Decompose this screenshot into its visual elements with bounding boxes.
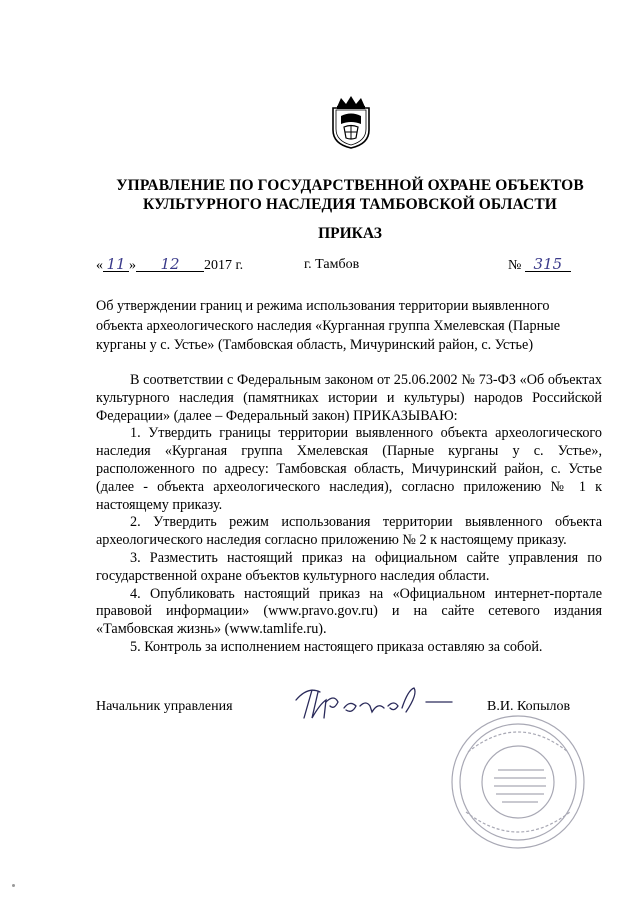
- signatory-position: Начальник управления: [96, 699, 233, 714]
- order-city: г. Тамбов: [304, 257, 360, 272]
- date-year: 2017 г.: [204, 258, 244, 273]
- document-type-title: ПРИКАЗ: [318, 225, 382, 242]
- date-day: 11: [103, 257, 129, 272]
- order-body: [96, 372, 602, 657]
- subject-line-3: курганы у с. Устье» (Тамбовская область, Мичуринский район, с. Устье): [96, 337, 534, 353]
- handwritten-signature: [290, 678, 460, 726]
- organization-line-2: КУЛЬТУРНОГО НАСЛЕДИЯ ТАМБОВСКОЙ ОБЛАСТИ: [143, 196, 557, 213]
- order-subject: [96, 297, 560, 356]
- item-3-paragraph: 3. Разместить настоящий приказ на официальном сайте управления по государственной охране объектов культурного наследия области.: [96, 549, 602, 584]
- official-seal: [448, 712, 588, 852]
- scan-speck: [12, 884, 15, 887]
- preamble-paragraph: В соответствии с Федеральным законом от 25.06.2002 № 73-ФЗ «Об объектах культурного наследия (памятниках истории и культуры) народов Российской Федерации» (далее – Федеральный закон) ПРИКАЗЫВАЮ:: [96, 372, 602, 424]
- organization-heading: [60, 176, 640, 214]
- number-label: №: [508, 258, 522, 273]
- item-1-paragraph: 1. Утвердить границы территории выявленного объекта археологического наследия «Курганая группа Хмелевская (Парные курганы у с. Устье», расположенного по адресу: Тамбовская область, Мичуринский район, с. Устье (далее - объекта археологического наследия), согласно приложению № 1 к настоящему приказу.: [96, 425, 602, 513]
- coat-of-arms-emblem: [327, 94, 375, 150]
- date-quote-close: »: [129, 258, 136, 273]
- item-4-paragraph: 4. Опубликовать настоящий приказ на «Официальном интернет-портале правовой информации» (www.pravo.gov.ru) и на сайте сетевого издания «Тамбовская жизнь» (www.tamlife.ru).: [96, 585, 602, 638]
- signatory-name: В.И. Копылов: [487, 699, 571, 714]
- order-date: [96, 257, 243, 274]
- subject-line-2: объекта археологического наследия «Курганная группа Хмелевская (Парные: [96, 317, 560, 334]
- date-month: 12: [136, 257, 204, 272]
- number-value: 315: [525, 257, 571, 272]
- item-2-paragraph: 2. Утвердить режим использования территории выявленного объекта археологического наследия согласно приложению № 2 к настоящему приказу.: [96, 514, 602, 549]
- date-quote-open: «: [96, 258, 103, 273]
- order-number: [508, 257, 571, 274]
- subject-line-1: Об утверждении границ и режима использования территории выявленного: [96, 298, 550, 314]
- item-5-paragraph: 5. Контроль за исполнением настоящего приказа оставляю за собой.: [130, 638, 543, 655]
- organization-line-1: УПРАВЛЕНИЕ ПО ГОСУДАРСТВЕННОЙ ОХРАНЕ ОБЪЕКТОВ: [116, 177, 584, 194]
